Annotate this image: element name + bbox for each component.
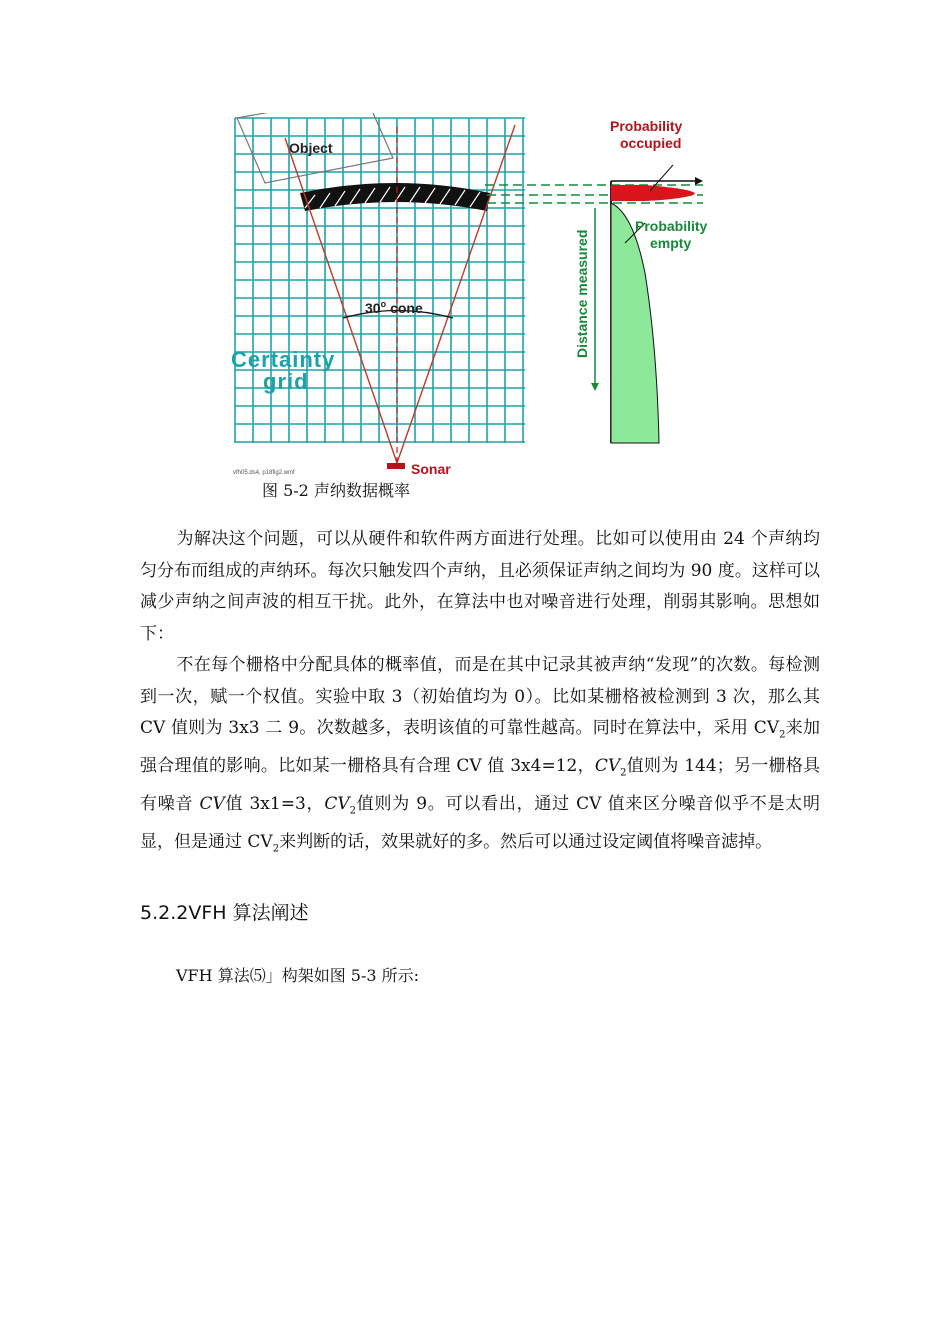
vfh-intro-line: VFH 算法⑸」构架如图 5-3 所示: (176, 966, 420, 985)
subscript-2: 2 (620, 767, 627, 779)
subscript-2: 2 (349, 805, 356, 817)
distance-measured-label: Distance measured (574, 229, 590, 358)
paragraph-2-part4: 值 3x1=3， (224, 793, 325, 814)
prob-occupied-label-line1: Probability (610, 118, 683, 134)
cv-italic: CV (324, 793, 350, 814)
section-heading: 5.2.2VFH 算法阐述 (140, 902, 309, 924)
paragraph-2-part1: 不在每个栅格中分配具体的概率值，而是在其中记录其被声纳“发现”的次数。每检测到一次，赋一个权值。实验中取 3（初始值均为 0）。比如某栅格被检测到 3 次，那么其 CV 值则为 3x3 二 9。次数越多，表明该值的可靠性越高。同时在算法中，采用 CV (140, 655, 820, 738)
paragraph-2-part3: 值则为 144；另一栅格具有噪音 (140, 755, 820, 814)
sonar-figure-svg (225, 113, 735, 478)
cv-italic: CV (199, 793, 225, 814)
file-label: vfh05.ds4, p18fig2.wmf (233, 470, 295, 476)
subscript-2: 2 (779, 729, 786, 741)
prob-occupied-label-line2: occupied (620, 135, 682, 151)
certainty-grid-label-line1: Certainty (231, 347, 336, 372)
certainty-grid-label-line2: grid (263, 369, 309, 394)
cv-italic: CV (594, 755, 621, 776)
paragraph-2-part5: 值则为 9。可以看出，通过 CV 值来区分噪音似乎不是太明显，但是通过 CV (140, 793, 821, 852)
paragraph-2 (140, 650, 820, 865)
distance-arrow-head (591, 383, 599, 391)
object-label: Object (289, 140, 333, 156)
prob-empty-label-line2: empty (650, 235, 692, 251)
certainty-grid-lines (235, 118, 525, 443)
sonar-probability-figure (225, 113, 735, 478)
sonar-device-icon (387, 463, 405, 469)
paragraph-2-part6: 来判断的话，效果就好的多。然后可以通过设定阈值将噪音滤掉。 (279, 831, 773, 852)
cone-label: 30$^o$ cone (365, 299, 423, 316)
subscript-2: 2 (272, 843, 280, 855)
paragraph-1-text: 为解决这个问题，可以从硬件和软件两方面进行处理。比如可以使用由 24 个声纳均匀分布而组成的声纳环。每次只触发四个声纳，且必须保证声纳之间均为 90 度。这样可以减少声纳之间声波的相互干扰。此外，在算法中也对噪音进行处理，削弱其影响。思想如下： (140, 529, 820, 644)
paragraph-2-part2: 来加强合理值的影响。比如某一栅格具有合理 CV 值 3x4=12， (140, 718, 821, 776)
sonar-label: Sonar (411, 461, 451, 477)
figure-caption: 图 5-2 声纳数据概率 (262, 481, 410, 500)
prob-empty-label-line1: Probability (635, 218, 708, 234)
paragraph-1 (140, 524, 820, 650)
sonar-arc-band (300, 183, 490, 211)
prob-axis-arrow (695, 177, 703, 185)
